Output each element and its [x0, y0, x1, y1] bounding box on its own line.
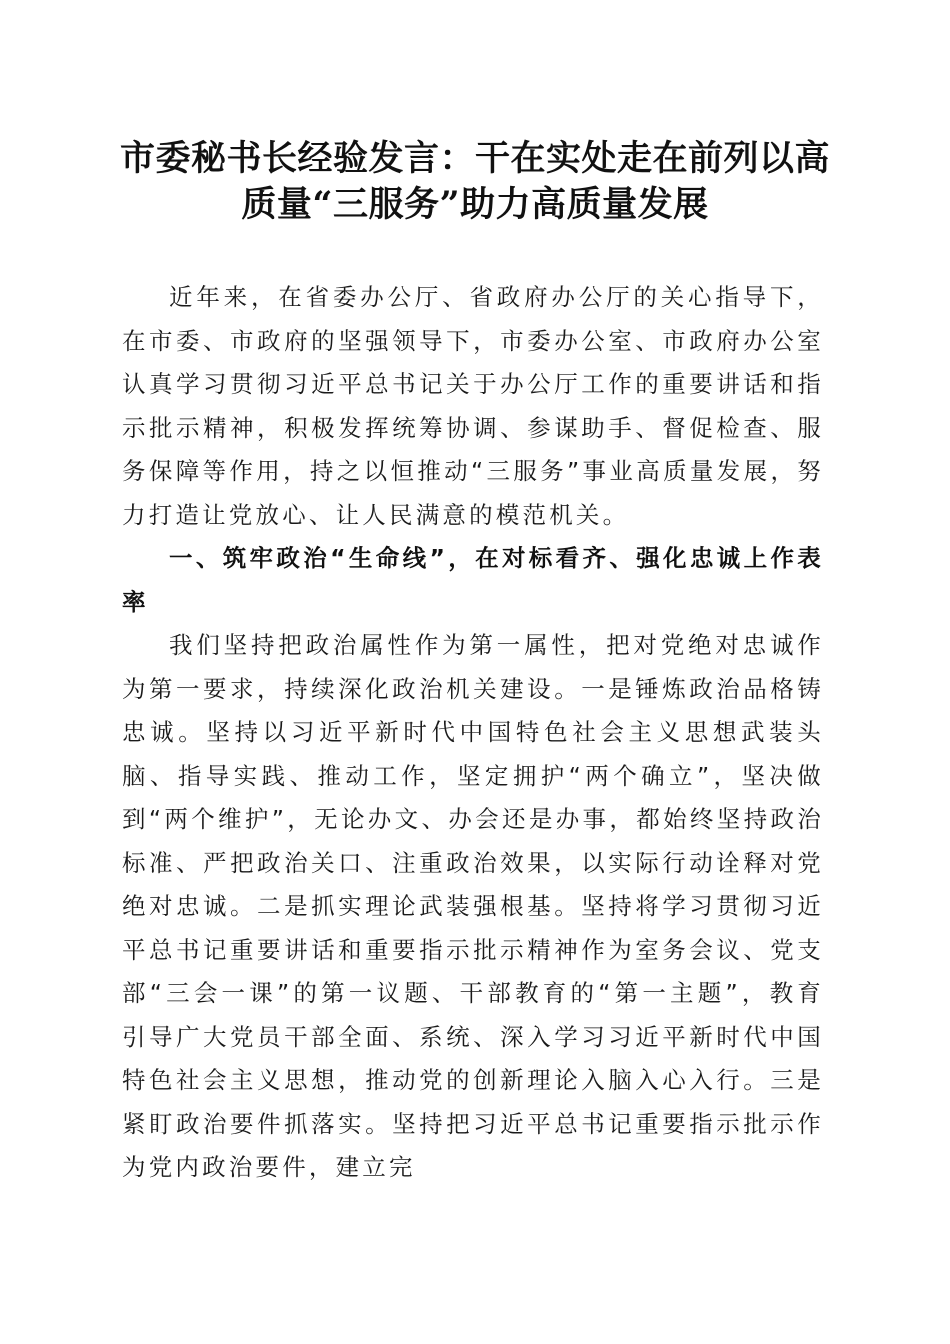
intro-paragraph: 近年来，在省委办公厅、省政府办公厅的关心指导下，在市委、市政府的坚强领导下，市委办公室、市政府办公室认真学习贯彻习近平总书记关于办公厅工作的重要讲话和指示批示精神，积极发挥统筹协调、参谋助手、督促检查、服务保障等作用，持之以恒推动“三服务”事业高质量发展，努力打造让党放心、让人民满意的模范机关。	[122, 283, 824, 529]
document-body	[122, 276, 824, 1190]
document-title	[100, 136, 850, 228]
title-line-1: 市委秘书长经验发言：干在实处走在前列以高	[119, 138, 830, 179]
section-1-paragraph: 我们坚持把政治属性作为第一属性，把对党绝对忠诚作为第一要求，持续深化政治机关建设。一是锤炼政治品格铸忠诚。坚持以习近平新时代中国特色社会主义思想武装头脑、指导实践、推动工作，坚定拥护“两个确立”，坚决做到“两个维护”，无论办文、办会还是办事，都始终坚持政治标准、严把政治关口、注重政治效果，以实际行动诠释对党绝对忠诚。二是抓实理论武装强根基。坚持将学习贯彻习近平总书记重要讲话和重要指示批示精神作为室务会议、党支部“三会一课”的第一议题、干部教育的“第一主题”，教育引导广大党员干部全面、系统、深入学习习近平新时代中国特色社会主义思想，推动党的创新理论入脑入心入行。三是紧盯政治要件抓落实。坚持把习近平总书记重要指示批示作为党内政治要件，建立完	[122, 631, 824, 1181]
title-line-2: 质量“三服务”助力高质量发展	[241, 184, 709, 225]
section-heading-1: 一、筑牢政治“生命线”，在对标看齐、强化忠诚上作表率	[122, 544, 824, 616]
